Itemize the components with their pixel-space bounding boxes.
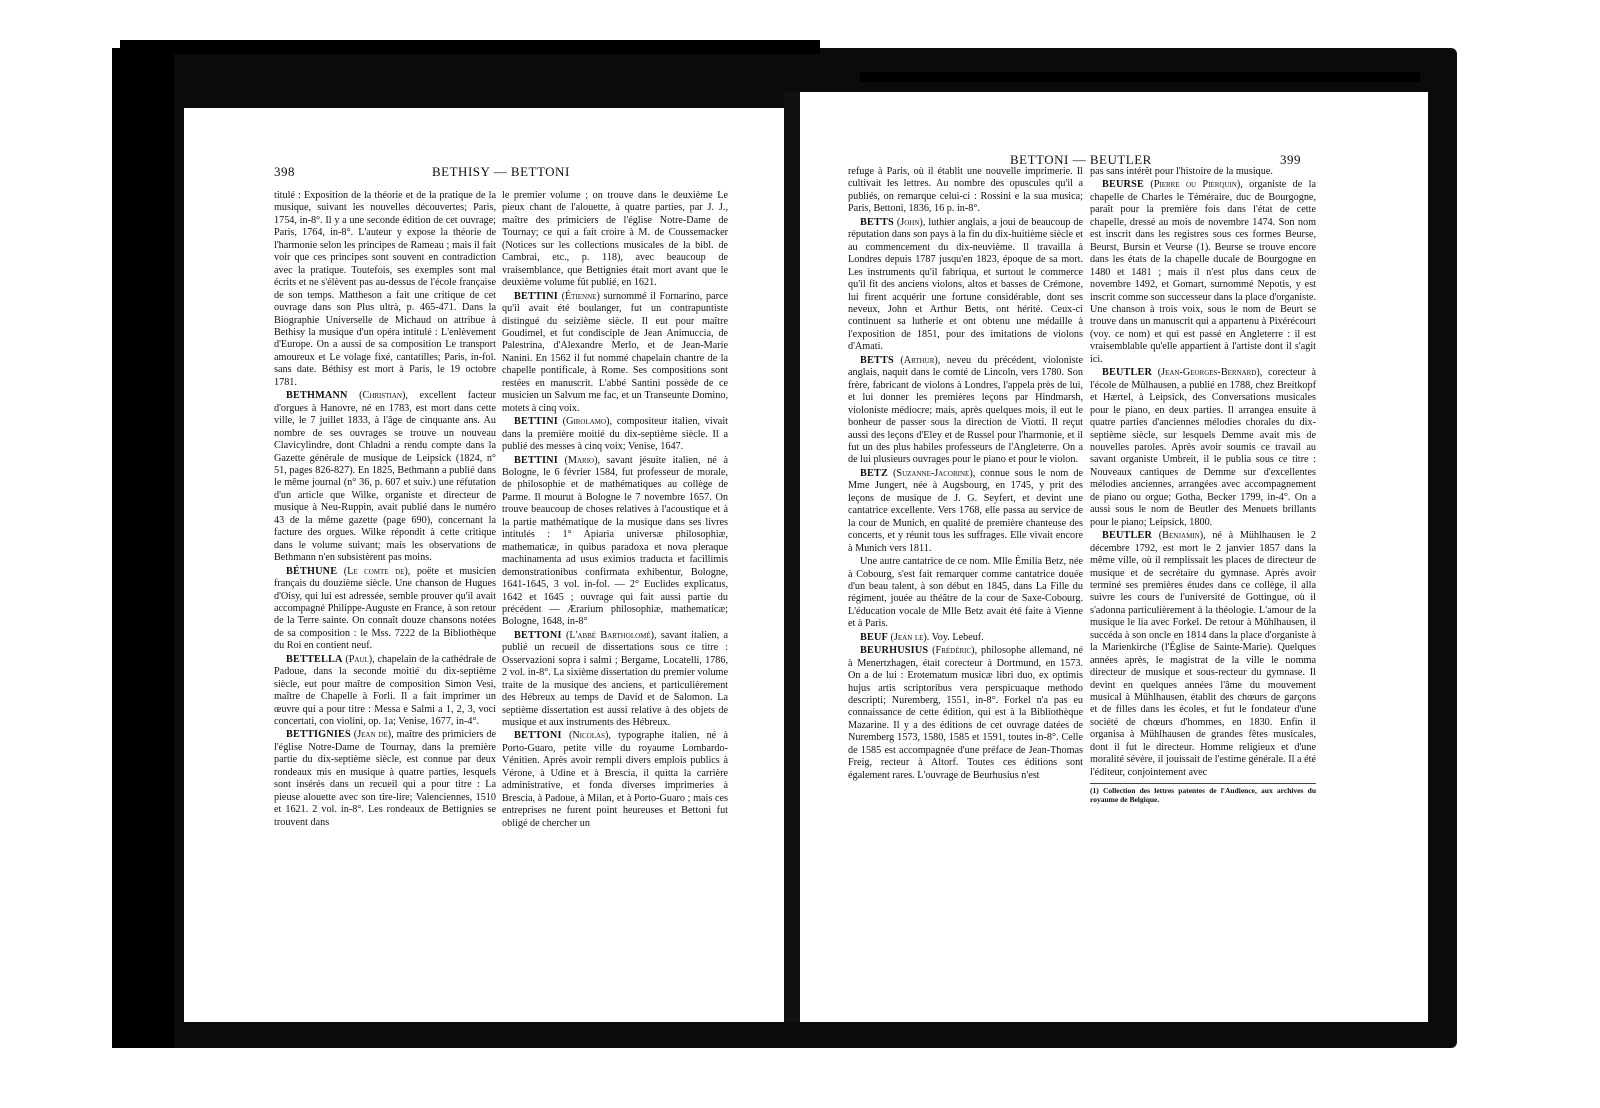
- entry-text: refuge à Paris, où il établit une nouvelle imprimerie. Il cultivait les lettres. Au nombre des opuscules qu'il a publiés, on remarque celui-ci : Rossini e la sua musica; Paris, Bettoni, 1836, 16 p. in-8°.: [848, 166, 1083, 215]
- dictionary-entry: [1090, 367, 1316, 529]
- running-head: BETTONI — BEUTLER: [1010, 152, 1152, 167]
- running-head: BETHISY — BETTONI: [432, 164, 570, 179]
- footnote: (1) Collection des lettres patentes de l'Audience, aux archives du royaume de Belgique.: [1090, 783, 1316, 804]
- scan-noise: [120, 40, 820, 54]
- entry-continuation: [848, 556, 1083, 631]
- entry-forename: (Mario): [564, 454, 598, 466]
- entry-forename: (Frédéric): [932, 645, 975, 657]
- entry-headword: BETTELLA: [286, 653, 343, 665]
- dictionary-entry: [502, 291, 728, 416]
- entry-headword: BETTIGNIES: [286, 729, 351, 741]
- dictionary-entry: [848, 645, 1083, 782]
- entry-continuation: [1090, 166, 1316, 178]
- page-number: 398: [274, 164, 295, 179]
- entry-forename: (Girolamo): [562, 416, 610, 428]
- entry-forename: (Pierre ou Pierquin): [1150, 179, 1241, 191]
- book-edge: [112, 48, 174, 1048]
- dictionary-entry: [848, 355, 1083, 467]
- entry-continuation: [848, 166, 1083, 216]
- entry-forename: (Suzanne-Jacobine): [893, 467, 973, 479]
- entry-text: , philosophe allemand, né à Menertzhagen, était corecteur à Dortmund, en 1573. On a de lui : Erotematum musicæ libri duo, ex optimis hujus artis scriptoribus vera perspicuaque methodo descripti; Nuremberg, 1551, in-8°. Forkel n'a pas eu connaissance de cette édition, qui est à la Bibliothèque Mazarine. Il y a des éditions de cet ouvrage datées de Nuremberg 1573, 1580, 1585 et 1591, toutes in-8°. Celle de 1585 est accompagnée d'une préface de Jean-Thomas Freig, recteur à Altorf. Toutes ces éditions sont également rares. L'ouvrage de Beurhusius n'est: [848, 645, 1084, 781]
- dictionary-entry: [274, 654, 496, 729]
- entry-headword: BETTINI: [514, 290, 558, 302]
- entry-text: , poëte et musicien français du douzième siècle. Une chanson de Hugues d'Oisy, qui lui est adressée, semble prouver qu'il avait accompagné Philippe-Auguste en France, à son retour de la Terre sainte. On connaît douze chansons notées de sa composition : le Mss. 7222 de la Bibliothèque du Roi en contient neuf.: [274, 565, 496, 652]
- entry-headword: BETTS: [860, 354, 894, 366]
- entry-headword: BETHMANN: [286, 390, 348, 402]
- dictionary-entry: [502, 630, 728, 730]
- dictionary-entry: [848, 468, 1083, 555]
- entry-text: titulé : Exposition de la théorie et de la pratique de la musique, suivant les nouvelles découvertes; Paris, 1754, in-8°. Il y a une seconde édition de cet ouvrage; Paris, 1764, in-8°. L'auteur y expose la théorie de l'harmonie selon les principes de Rameau ; mais il fait voir que ces principes sont souvent en contradiction avec la pratique. Toutefois, ses exemples sont mal écrits et ne s'élèvent pas au-dessus de l'école française de son temps. Mattheson a fait une critique de cet ouvrage dans son Plus ultrà, p. 465-471. Dans la Biographie Universelle de Michaud on attribue à Bethisy la musique d'un opéra intitulé : L'enlèvement d'Europe. On a aussi de sa composition Le transport amoureux et Le volage fixé, cantatilles; Paris, in-fol. sans date. Béthisy est mort à Paris, le 19 octobre 1781.: [274, 190, 496, 388]
- dictionary-entry: [848, 632, 1083, 644]
- entry-text: , maître des primiciers de l'église Notre-Dame de Tournay, dans la première partie du dix-septième siècle, est connue par deux rondeaux mis en musique à quatre parties, lesquels sont insérés dans un recueil qui a pour titre : La pieuse alouette avec son tire-lire; Valenciennes, 1510 et 1621. 2 vol. in-8°. Les rondeaux de Bettignies se trouvent dans: [274, 729, 496, 828]
- entry-text: , neveu du précédent, violoniste anglais, naquit dans le comté de Lincoln, vers 1780. Son frère, fabricant de violons à Londres, l'appela près de lui, et lui donner les premières leçons par Hindmarsh, violoniste médiocre; mais, après quelques mois, il eut le bonheur de passer sous la direction de Viotti. Il reçut aussi des leçons d'Eley et de Russel pour l'harmonie, et il fut un des plus habiles professeurs de l'Angleterre. On a de lui plusieurs ouvrages pour le piano et pour le violon.: [848, 354, 1083, 466]
- entry-text: , savant jésuite italien, né à Bologne, le 6 février 1584, fut professeur de morale, de philosophie et de mathématiques au collège de Parme. Il mourut à Bologne le 7 novembre 1657. On trouve beaucoup de choses relatives à l'acoustique et à la partie mathématique de la musique dans ses livres intitulés : 1° Apiaria universæ philosophiæ, mathematicæ, in quibus paradoxa et nova pleraque machinamenta ad usus eximios traducta et facillimis demonstrationibus confirmata exhibentur, Bologne, 1641-1645, 3 vol. in-fol. — 2° Euclides explicatus, 1642 et 1645 ; ouvrage qui fait aussi partie du précédent — Ærarium philosophiæ, mathematicæ; Bologne, 1648, in-8°: [502, 454, 728, 628]
- entry-text: surnommé il Fornarino, parce qu'il avait été boulanger, fut un contrapuntiste distingué du seizième siècle. Il eut pour maître Goudimel, et fut condisciple de Jean Animuccia, de Palestrina, d'Alexandre Merlo, et de Jean-Marie Nanini. En 1562 il fut nommé chapelain chantre de la chapelle pontificale, à Rome. Ses compositions sont restées en manuscrit. L'abbé Santini possède de ce musicien un Salvum me fac, et un Transeunte Domino, motets à cinq voix.: [502, 290, 729, 414]
- text-column: [502, 190, 728, 831]
- entry-headword: BETTINI: [514, 416, 558, 428]
- dictionary-entry: [502, 416, 728, 453]
- entry-text: , typographe italien, né à Porto-Guaro, petite ville du royaume Lombardo-Vénitien. Après avoir rempli divers emplois publics à Vérone, à Udine et à Brescia, il quitta la carrière administrative, et fonda diverses imprimeries à Brescia, à Padoue, à Milan, et à Porto-Guaro ; mais ces entreprises ne furent point heureuses et Bettoni fut obligé de chercher un: [502, 730, 728, 829]
- entry-text: , corecteur à l'école de Mülhausen, a publié en 1788, chez Breitkopf et Hærtel, à Leipsick, des Conversations musicales pour le piano, en deux parties. Il arrangea ensuite à quatre parties d'anciennes mélodies chorales du dix-septième siècle, sur lesquels Demme avait mis de nouvelles paroles. Après avoir soumis ce travail au savant organiste Umbreit, il le publia sous ce titre : Nouveaux cantiques de Demme sur d'excellentes mélodies anciennes, arrangées avec accompagnement de piano ou orgue; Gotha, Becker 1799, in-4°. On a aussi sous le nom de Beutler des Menuets brillants pour le piano; Leipsick, 1800.: [1090, 367, 1316, 528]
- dictionary-entry: [848, 217, 1083, 354]
- entry-text: , organiste de la chapelle de Charles le Téméraire, duc de Bourgogne, paraît pour la première fois dans l'état de cette chapelle, dressé au mois de novembre 1474. Son nom est inscrit dans les registres sous ces formes Beurse, Beurst, Bursin et Veurse (1). Beurse se trouve encore dans les états de la chapelle ducale de Bourgogne en 1480 et 1481 ; mais il n'est plus dans ceux de novembre 1492, et Gomart, surnommé Nepotis, y est inscrit comme son successeur dans la place d'organiste. Une chanson à trois voix, sous le nom de Beurt se trouve dans un manuscrit qui a appartenu à Pixérécourt (voy. ce nom) et qui est passé en Angleterre : il est vraisemblable qu'elle appartient à l'artiste dont il s'agit ici.: [1090, 179, 1316, 365]
- text-column: [1090, 166, 1316, 804]
- entry-text: , chapelain de la cathédrale de Padoue, dans la seconde moitié du dix-septième siècle, eut pour maître de composition Simon Vesi, maître de Chapelle à Forli. Il a fait imprimer un œuvre qui a pour titre : Messa e Salmi a 1, 2, 3, voci concertati, con violini, op. 1a; Venise, 1677, in-4°.: [274, 653, 497, 728]
- text-column: [848, 166, 1083, 783]
- entry-forename: (John): [896, 216, 923, 228]
- left-page: [184, 108, 784, 1022]
- entry-headword: BEUTLER: [1102, 530, 1153, 542]
- entry-text: , compositeur italien, vivait dans la première moitié du dix-septième siècle. Il a publié des messes à cinq voix; Venise, 1647.: [502, 416, 728, 453]
- entry-forename: (Arthur): [900, 354, 938, 366]
- entry-headword: BETTS: [860, 216, 894, 228]
- dictionary-entry: [502, 730, 728, 830]
- entry-text: , savant italien, a publié un recueil de dissertations sous ce titre : Osservazioni sopra i salmi ; Bergame, Locatelli, 1786, 2 vol. in-8°. La sixième dissertation du premier volume traite de la musique des anciens, et particulièrement des Hébreux au temps de David et de Salomon. La septième dissertation est aussi relative à des objets de musique et aux instruments des Hébreux.: [502, 629, 728, 729]
- dictionary-entry: [1090, 530, 1316, 779]
- entry-headword: BETTONI: [514, 730, 562, 742]
- entry-forename: (Jean-Georges-Bernard): [1157, 367, 1260, 379]
- entry-continuation: [274, 190, 496, 389]
- entry-text: , excellent facteur d'orgues à Hanovre, né en 1783, est mort dans cette ville, le 7 juillet 1833, à l'âge de cinquante ans. Au nombre de ses ouvrages se trouve un nouveau Clavicylindre, dont Chladni a rendu compte dans la Gazette générale de musique de Leipsick (1824, n° 51, pages 826-827). En 1825, Bethmann a publié dans le même journal (n° 36, p. 607 et suiv.) une réfutation d'un article que Wilke, organiste et directeur de musique à Neu-Ruppin, avait publié dans le numéro 43 de la même gazette (page 690), concernant la facture des orgues. Wilke répondit à cette critique dans le volume suivant; mais les observations de Bethmann n'en subsistèrent pas moins.: [274, 390, 496, 564]
- entry-forename: (Christian): [359, 390, 406, 402]
- entry-headword: BEURHUSIUS: [860, 645, 929, 657]
- book-gutter: [784, 92, 800, 1022]
- entry-continuation: [502, 190, 728, 290]
- dictionary-entry: [1090, 179, 1316, 366]
- dictionary-entry: [274, 566, 496, 653]
- entry-forename: (Jean le): [890, 631, 927, 643]
- entry-text: le premier volume ; on trouve dans le deuxième Le pieux chant de l'alouette, à quatre parties, par J. J., maître des primiciers de l'église Notre-Dame de Tournay; ce qui a fait croire à M. de Coussemacker (Notices sur les collections musicales de la bibl. de Cambrai, etc., p. 118), avec beaucoup de vraisemblance, que Bettignies était mort avant que le deuxième volume fût publié, en 1621.: [502, 190, 728, 289]
- text-column: [274, 190, 496, 830]
- entry-headword: BEURSE: [1102, 179, 1144, 191]
- entry-forename: (L'abbé Bartholomé): [565, 629, 655, 641]
- page-number: 399: [1280, 152, 1301, 167]
- entry-forename: (Jean de): [353, 729, 392, 741]
- entry-forename: (Benjamin): [1158, 530, 1204, 542]
- entry-text: , né à Mühlhausen le 2 décembre 1792, est mort le 2 janvier 1857 dans la même ville, où il remplissait les places de directeur de musique et de secrétaire du gymnase. Après avoir terminé ses premières études dans ce collège, il alla suivre les cours de l'université de Gottingue, où il s'adonna particulièrement à la théologie. L'amour de la musique le lia avec Forkel. De retour à Mühlhausen, il succéda à son oncle en 1814 dans la place d'organiste à la Marienkirche (l'Église de Sainte-Marie). Quelques années après, le magistrat de la ville le nomma directeur de musique et sous-recteur du gymnase. Il devint en quelques années l'âme du mouvement musical à Mühlhausen, établit des chœurs de garçons et de filles dans les écoles, et fut le fondateur d'une société de chœurs d'hommes, en 1830. Enfin il organisa à Mühlhausen de grandes fêtes musicales, dont il fut le directeur. Homme religieux et d'une moralité sévère, il jouissait de l'estime générale. Il a été l'éditeur, conjointement avec: [1090, 530, 1317, 778]
- entry-text: pas sans intérêt pour l'histoire de la musique.: [1090, 166, 1273, 177]
- entry-headword: BETTONI: [514, 629, 562, 641]
- entry-forename: (Paul): [345, 653, 373, 665]
- entry-text: , luthier anglais, a joui de beaucoup de réputation dans son pays à la fin du dix-huitième siècle et au commencement du dix-neuvième. Il travailla à Londres depuis 1787 jusqu'en 1823, époque de sa mort. Les instruments qu'il fabriqua, et surtout le commerce qu'il fit des anciens violons, altos et basses de Crémone, lui firent acquérir une fortune considérable, dont ses neveux, John et Arthur Betts, ont hérité. Ceux-ci continuent sa lutherie et ont obtenu une médaille à l'exposition de 1851, pour des imitations de violons d'Amati.: [848, 216, 1084, 353]
- dictionary-entry: [274, 729, 496, 829]
- entry-forename: (Étienne): [561, 290, 600, 302]
- dictionary-entry: [274, 390, 496, 564]
- entry-forename: (Nicolas): [568, 730, 609, 742]
- right-page: [800, 92, 1428, 1022]
- entry-headword: BETZ: [860, 467, 888, 479]
- entry-headword: BETTINI: [514, 454, 558, 466]
- entry-headword: BÉTHUNE: [286, 565, 338, 577]
- entry-text: Une autre cantatrice de ce nom. Mlle Émilia Betz, née à Cobourg, s'est fait remarquer comme cantatrice douée d'un beau talent, à son début en 1845, dans La Fille du régiment, jouée au théâtre de la cour de Saxe-Cobourg. L'éducation vocale de Mlle Betz avait été faite à Vienne et à Paris.: [848, 556, 1083, 630]
- dictionary-entry: [502, 455, 728, 629]
- entry-text: . Voy. Lebeuf.: [926, 631, 984, 643]
- entry-headword: BEUTLER: [1102, 367, 1153, 379]
- entry-text: , connue sous le nom de Mme Jungert, née à Augsbourg, en 1745, y prit des leçons de musique de J. G. Seyfert, et devint une cantatrice excellente. Vers 1768, elle passa au service de la cour de Munich, en qualité de première chanteuse des concerts, et y réunit tous les suffrages. Elle vivait encore à Munich vers 1811.: [848, 467, 1083, 554]
- entry-headword: BEUF: [860, 631, 888, 643]
- scan-noise: [860, 72, 1420, 82]
- entry-forename: (Le comte de): [343, 565, 408, 577]
